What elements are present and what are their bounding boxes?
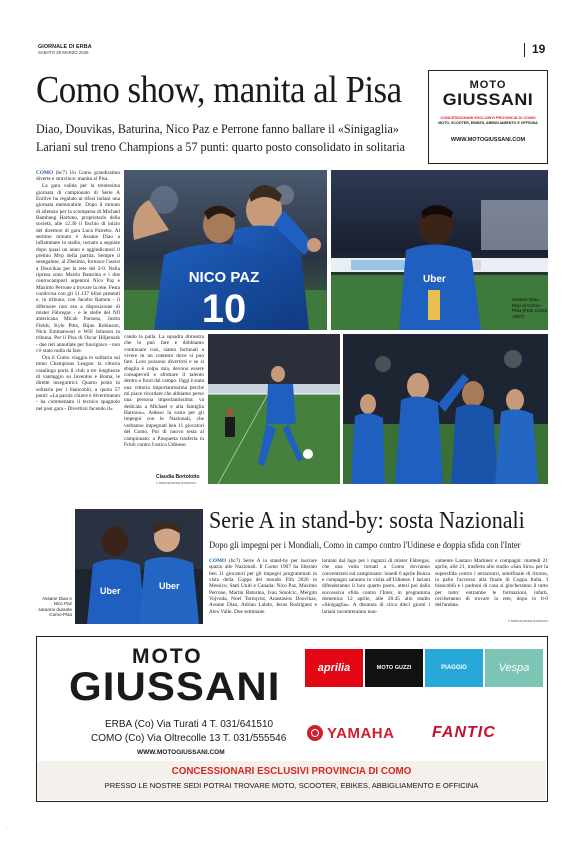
top-ad-line2: MOTO, SCOOTER, EBIKES, ABBIGLIAMENTO E OFFICINA [438,121,538,125]
sponsor-text: Uber [423,274,446,285]
top-ad-url[interactable]: WWW.MOTOGIUSSANI.COM [450,137,526,143]
second-article-col-1 [209,558,317,624]
dateline-2: COMO [209,558,227,564]
photo-caption-diao [512,297,548,319]
banner-line-1: CONCESSIONARI ESCLUSIVI PROVINCIA DI COMO [171,766,412,777]
photo-diao-paz [75,509,203,624]
main-article-col-2 [124,334,204,484]
aprilia-logo-text: aprilia [317,662,351,674]
logo-moto-guzzi[interactable] [365,649,423,687]
banner-line-2: PRESSO LE NOSTRE SEDI POTRAI TROVARE MOTO, SCOOTER, EBIKES, ABBIGLIAMENTO E OFFICINA [104,781,479,790]
top-ad[interactable] [428,70,548,164]
dateline-code-2: (bc7) [228,558,241,564]
logo-yamaha[interactable] [307,721,417,745]
bottom-ad-brand: GIUSSANI [69,665,281,709]
vespa-logo-text: Vespa [498,662,530,674]
yamaha-emblem-icon [307,725,323,741]
dateline: COMO [36,170,54,176]
header-divider [524,43,525,57]
main-article-para: La gara valida per la trentesima giornata di campionato di Serie A Enilive ha regalato ai tifosi lariani una giornata memorabile. Dopo il minuto di silenzio per la scomparsa di Michael Bambang Hartono, proprietario della società, alle 12.30 il fischio di inizio del direttore di gara Luca Pairetto. Al settimo minuto è Assane Diao a infiammare lo stadio, tornato a segnare dopo quasi un anno e aggiudicatosi il premio Mvp della partita. Sempre il senegalese, al 29esimo, fornisce l'assist a Douvikas per la rete del 2-0. Nella ripresa sono Martin Baturina e i due centrocampisti argentini Nico Paz e Maximo Perrone a trovare la rete. Festa condivisa con gli 11.137 tifosi presenti e, in tribuna, con Jacobo Ramon - il difensore non era a disposizione di mister Fàbregas - e le stelle del Nfl americana Micah Parsons, Justin Fields, Kyle Pitts, Bijan Robinson, Nick Emmanwori e Will Johnson in tribuna. Per il Pisa di Oscar Hiljemark - due reti annullate per fuorigioco - non c'è stato nulla da fare. [36,183,120,355]
yamaha-logo-text: YAMAHA [327,724,395,742]
main-article-para: Ora il Como viaggia in solitaria sul treno Champions League: la vittoria casalinga porta il club a tre lunghezze di vantaggio su Juventus e Roma, le dirette inseguitrici. Quarto posto in solitaria per i biancoblù, a quota 57 punti: «La parola chiave è divertimento - ha commentato il tecnico spagnolo nel post gara - Divertirsi facendo il» [36,354,120,412]
main-subhead-2: Lariani sul treno Champions a 57 punti: quarto posto consolidato in solitaria [36,139,406,154]
logo-piaggio[interactable] [425,649,483,687]
sponsor-text-2: Uber [100,586,121,596]
para-text: Un Como grandissimo diverte e stravince: manita al Pisa. [36,170,120,183]
bottom-ad-address-como: COMO (Co) Via Oltrecolle 13 T. 031/555546 [91,733,287,744]
bottom-ad-banner [37,761,546,800]
top-ad-moto: MOTO [469,79,507,91]
second-subhead: Dopo gli impegni per i Mondiali, Como in campo contro l'Udinese e doppia sfida con l'Inter [209,540,521,550]
second-reserved-notice: © RIPRODUZIONE RISERVATA [508,619,549,623]
masthead [38,44,168,55]
main-headline: Como show, manita al Pisa [36,69,402,111]
top-ad-brand: GIUSSANI [442,90,534,109]
byline: Claudia Bortolotto [156,474,200,480]
dateline-code: (bc7) [55,170,67,176]
sponsor-text-3: Uber [159,581,180,591]
bottom-ad-url[interactable]: WWW.MOTOGIUSSANI.COM [137,749,225,756]
footer-mark: · [6,826,8,832]
fantic-logo-text: FANTIC [432,724,496,741]
issue-date: SABATO 28 MARZO 2026 [38,50,89,55]
main-article-para: cando la palla. La squadra dimostra che lo può fare e dobbiamo continuare così, siamo fortunati a vivere in un contesto dove si può fare. Loro possono divertirsi e se si sbaglia è colpa mia, devono essere consapevoli e sfruttare il talento dentro e fuori dal campo. Oggi è stata una vittoria importantissima perché mi piace ricordare che abbiamo perso una persona importantissima: va dedicata a Michael e alla famiglia Hartono». Adesso la sosta per gli impegni con le Nazionali, che vedranno impegnati ben 11 giocatori del Como. Poi di nuovo testa al campionato: a Pasquetta trasferta in Friuli contro l'ostica Udinese. [124,334,204,448]
page-number: 19 [532,42,546,56]
second-article-col-3 [435,558,548,618]
photo-celebration [343,334,548,484]
logo-fantic[interactable] [432,721,532,745]
jersey-name-text: NICO PAZ [188,269,260,286]
main-article-col-1 [36,170,120,495]
para-text-2: Serie A in stand-by per lasciare spazio alle Nazionali. Il Como 1907 ha liberato ben 11 giocatori per gli impegni programmati in vista della Coppa del mondo Fifa 2026 in Messico, Stati Uniti e Canada: Nico Paz, Maximo Perrone, Martin Baturina, Ivan Smolcic, Mergim Vojvoda, Noel Tornqvist, Anastasios Douvikas, Assane Diao, Adrian Lahdo, Jesus Rodriguez e Alex Valle. Due settimane [209,558,317,615]
second-article-para: vamente Lautaro Martinez e compagni: martedì 21 aprile, alle 21, trasferta allo stadio «San Siro» per la supersfida contro i nerazzurri, semifinale di ritorno, in palio l'accesso alla finale di Coppa Italia. I biancoblù e i padroni di casa si giocheranno il tutto per tutto: entrambe le formazioni, infatti, cercheranno di trovare la rete, dopo lo 0-0 dell'andata. [435,558,548,609]
top-ad-line1: CONCESSIONARI ESCLUSIVI PROVINCIA DI COMO [440,115,536,120]
second-article-para: lontani dal lago per i ragazzi di mister Fàbregas, che una volta tornati a Como dovranno concentrarsi sul campionato: lunedì 6 aprile Bunza e compagni saranno in visita all'Udinese. I lariani difenderanno il loro quarto posto, attesi poi dalla successiva sfida contro l'Inter, in programma domenica 12 aprile, alle 20.45 allo stadio «Sinigaglia». A distanza di circa dieci giorni i lariani incontreranno nuo- [322,558,430,615]
piaggio-logo-text: PIAGGIO [441,665,467,671]
main-article-para [36,170,120,183]
guzzi-logo-text: MOTO GUZZI [376,665,412,671]
second-headline: Serie A in stand-by: sosta Nazionali [209,508,525,534]
main-subhead-1: Diao, Douvikas, Baturina, Nico Paz e Perrone fanno ballare il «Sinigaglia» [36,121,399,136]
bottom-ad-address-erba: ERBA (Co) Via Turati 4 T. 031/641510 [105,719,274,730]
photo-action-shot [208,334,340,484]
caption-credit: (Foto Como 1907) [512,308,548,319]
bottom-ad-moto: MOTO [132,645,203,668]
caption-text: Assane Diao, Mvp di Como-Pisa [512,297,542,314]
photo-nico-paz [124,170,327,330]
logo-aprilia[interactable] [305,649,363,687]
reserved-notice: © RIPRODUZIONE RISERVATA [156,481,197,485]
second-article-para [209,558,317,615]
jersey-number-text: 10 [201,287,247,330]
paper-name: GIORNALE DI ERBA [38,44,92,50]
bottom-ad[interactable] [36,636,548,802]
second-photo-caption: Assane Diao e Nico Paz saranno durante Como-Pisa [38,596,72,618]
second-article-col-2 [322,558,430,624]
logo-vespa[interactable] [485,649,543,687]
